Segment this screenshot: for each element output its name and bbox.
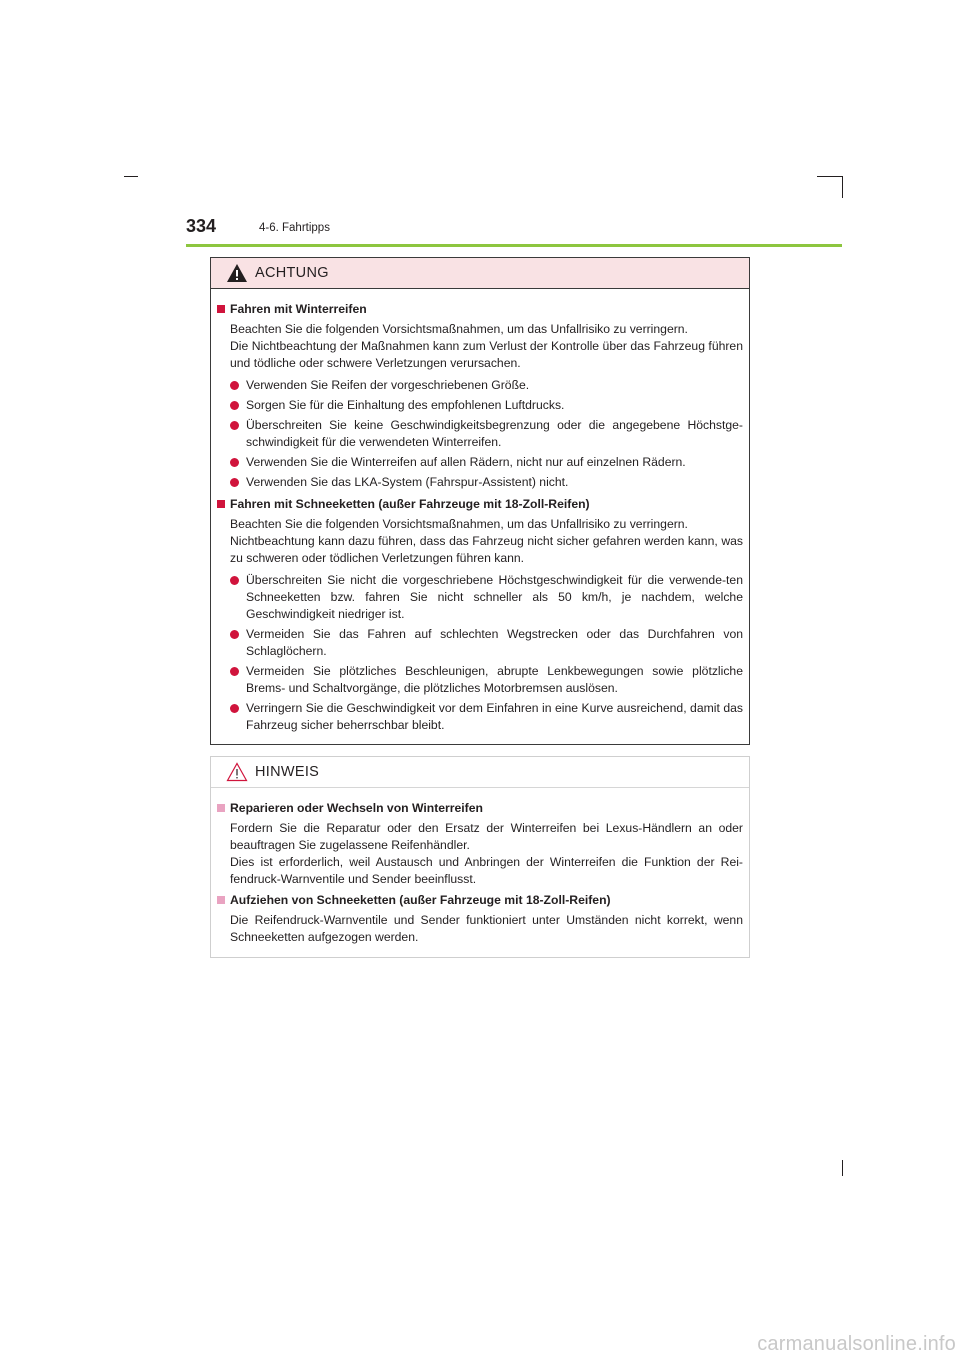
list-item: Verwenden Sie Reifen der vorgeschriebenen Größe.: [216, 377, 743, 394]
list-item: Sorgen Sie für die Einhaltung des empfohlenen Luftdrucks.: [216, 397, 743, 414]
bullet-dot-icon: [230, 576, 239, 585]
bullet-dot-icon: [230, 421, 239, 430]
warning-triangle-filled-icon: [226, 263, 248, 283]
crop-mark: [124, 176, 138, 177]
crop-mark: [842, 1160, 843, 1176]
bullet-dot-icon: [230, 704, 239, 713]
section-heading: Fahren mit Schneeketten (außer Fahrzeuge mit 18-Zoll-Reifen): [216, 496, 743, 513]
list-item: Vermeiden Sie plötzliches Beschleunigen, abrupte Lenkbewegungen sowie plötzliche Brems- und Schaltvorgänge, die plötzliches Motorbremsen auslösen.: [216, 663, 743, 697]
crop-mark: [842, 176, 843, 198]
paragraph: Beachten Sie die folgenden Vorsichtsmaßnahmen, um das Unfallrisiko zu verringern.: [230, 517, 688, 531]
watermark: carmanualsonline.info: [757, 1333, 956, 1355]
paragraph: Nichtbeachtung kann dazu führen, dass das Fahrzeug nicht sicher gefahren werden kann, was zu schweren oder tödlichen Verletzungen führen kann.: [230, 534, 743, 565]
page-header: [186, 215, 766, 245]
notice-box-header: [211, 757, 749, 788]
paragraph: Fordern Sie die Reparatur oder den Ersatz der Winterreifen bei Lexus-Händlern an oder beauftragen Sie zugelassene Reifenhändler.: [230, 821, 743, 852]
bullet-dot-icon: [230, 667, 239, 676]
warning-box-title: ACHTUNG: [255, 265, 329, 281]
bullet-dot-icon: [230, 478, 239, 487]
warning-box: [210, 257, 750, 745]
paragraph: Beachten Sie die folgenden Vorsichtsmaßnahmen, um das Unfallrisiko zu verringern.: [230, 322, 688, 336]
list-item: Verwenden Sie das LKA-System (Fahrspur-Assistent) nicht.: [216, 474, 743, 491]
bullet-dot-icon: [230, 381, 239, 390]
page-number: 334: [186, 216, 217, 236]
warning-box-body: [216, 301, 743, 739]
section-heading: Reparieren oder Wechseln von Winterreifen: [216, 800, 743, 817]
bullet-dot-icon: [230, 401, 239, 410]
notice-box-body: [216, 800, 743, 946]
paragraph: Die Reifendruck-Warnventile und Sender funktioniert unter Umständen nicht korrekt, wenn Schneeketten aufgezogen werden.: [230, 913, 743, 944]
section-heading: Aufziehen von Schneeketten (außer Fahrzeuge mit 18-Zoll-Reifen): [216, 892, 743, 909]
section-heading: Fahren mit Winterreifen: [216, 301, 743, 318]
notice-box-title: HINWEIS: [255, 764, 320, 780]
list-item: Überschreiten Sie keine Geschwindigkeitsbegrenzung oder die angegebene Höchstge-schwindigkeit für die verwendeten Winterreifen.: [216, 417, 743, 451]
crop-mark: [817, 176, 842, 177]
list-item: Vermeiden Sie das Fahren auf schlechten Wegstrecken oder das Durchfahren von Schlaglöchern.: [216, 626, 743, 660]
bullet-dot-icon: [230, 458, 239, 467]
warning-triangle-outline-icon: [226, 762, 248, 782]
paragraph: Die Nichtbeachtung der Maßnahmen kann zum Verlust der Kontrolle über das Fahrzeug führen und tödliche oder schwere Verletzungen verursachen.: [230, 339, 743, 370]
list-item: Verringern Sie die Geschwindigkeit vor dem Einfahren in eine Kurve ausreichend, damit das Fahrzeug sicher beherrschbar bleibt.: [216, 700, 743, 734]
warning-box-header: [211, 258, 749, 289]
header-rule: [186, 244, 842, 247]
bullet-dot-icon: [230, 630, 239, 639]
paragraph: Dies ist erforderlich, weil Austausch und Anbringen der Winterreifen die Funktion der Rei-fendruck-Warnventile und Sender beeinflusst.: [230, 855, 743, 886]
list-item: Überschreiten Sie nicht die vorgeschriebene Höchstgeschwindigkeit für die verwende-ten Schneeketten bzw. fahren Sie nicht schneller als 50 km/h, je nachdem, welche Geschwindigkeit niedriger ist.: [216, 572, 743, 623]
section-title: 4-6. Fahrtipps: [259, 222, 330, 234]
notice-box: [210, 756, 750, 958]
list-item: Verwenden Sie die Winterreifen auf allen Rädern, nicht nur auf einzelnen Rädern.: [216, 454, 743, 471]
